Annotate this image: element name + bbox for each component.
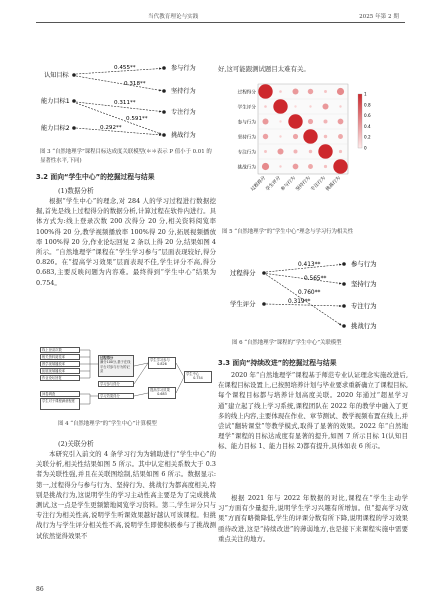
subsection-data-analysis: (1)数据分析 bbox=[58, 187, 94, 195]
heatmap-cell bbox=[308, 89, 313, 94]
paragraph-3-3-2: 根据 2021 年与 2022 年数据的对比,课程在“学生主动学习”方面有少量提升,说明学生学习兴趣有所增加。但“提高学习效果”方面有略微降低,学生的评课分数有所下降,说明课程的学习效果亟待改进,这是“持续改进”的薄弱地方,也是接下来课程实施中需要重点关注的地方。 bbox=[218, 494, 408, 543]
heatmap-row-label: 坚持行为 bbox=[237, 135, 256, 141]
node-label-cognitive: 认知目标 bbox=[44, 72, 69, 79]
node-dot-focus-6 bbox=[342, 304, 346, 308]
heatmap-cell bbox=[279, 135, 281, 137]
heatmap-cell bbox=[324, 135, 327, 138]
heatmap-cell bbox=[337, 88, 344, 95]
section-3-3-heading: 3.3 面向“持续改进”的挖掘过程与结果 bbox=[218, 359, 337, 367]
heatmap-cell bbox=[293, 164, 299, 170]
edge6-label-2: 0.565** bbox=[304, 276, 327, 282]
heatmap-col-label: 坚持行为 bbox=[295, 175, 312, 193]
node-dot-participation-6 bbox=[342, 262, 346, 266]
paragraph-3-3-1: 2020 年“自然地理学”课程基于师范专业认证理念实施改进后,在课程目标设置上,已按照培养计划与毕业要求重新确立了课程目标,每个课程目标都与培养计划高度关联。2020 年通过“超星学习通”建立起了线上学习系统,课程团队在 2022 年的教学中融入了更多的线上内容,主要体现在作业、章节测试、教学视频布置在线上,并尝试“翻转课堂”等教学模式,取得了显著的效果。2022 年“自然地理学”课程的目标达成度有显著的提升,如图 7 所示目标 1(认知目标、能力目标 1、能力目标 2)都有提升,具体如表 6 所示。 bbox=[218, 371, 409, 451]
node-label-ability1: 能力目标1 bbox=[41, 98, 70, 105]
figure-3-association-model bbox=[36, 62, 216, 147]
box-questionnaire: 问卷调查 bbox=[40, 391, 80, 397]
heatmap-row-label: 挑战行为 bbox=[237, 165, 256, 171]
edge6-label-3: 0.760** bbox=[298, 290, 321, 296]
student-center-value: 0.754 bbox=[193, 376, 203, 381]
box-extended-video: 拓展视频播放率 bbox=[40, 368, 80, 374]
figure-5-correlation-heatmap bbox=[218, 82, 408, 212]
heatmap-legend-tick: 0.6 bbox=[364, 113, 371, 119]
edge6-label-4: 0.319** bbox=[288, 299, 311, 305]
heatmap-cell bbox=[303, 129, 317, 143]
heatmap-legend-tick: 0 bbox=[364, 145, 367, 151]
heatmap-cell bbox=[324, 165, 327, 168]
subsection-association: (2)关联分析 bbox=[58, 440, 94, 448]
heatmap-cell bbox=[264, 150, 267, 153]
node-label-student: 学生评分 bbox=[230, 300, 256, 308]
heatmap-legend-tick: 0.2 bbox=[364, 134, 371, 140]
heatmap-row-label: 过程得分 bbox=[237, 90, 256, 96]
heatmap-col-label: 过程得分 bbox=[250, 175, 267, 193]
node-dot-cognitive bbox=[72, 73, 76, 77]
heatmap-cell bbox=[338, 134, 343, 139]
heatmap-cell bbox=[324, 90, 327, 93]
figure-6-association-model bbox=[218, 256, 408, 336]
heatmap-col-label: 学生评分 bbox=[265, 175, 282, 193]
edge6-label-1: 0.413** bbox=[298, 262, 321, 268]
heatmap-cell bbox=[309, 150, 312, 153]
heatmap-cell bbox=[288, 114, 302, 128]
node-label-ability2: 能力目标2 bbox=[41, 125, 70, 132]
heatmap-cell bbox=[339, 150, 342, 153]
heatmap-row-label: 参与行为 bbox=[237, 120, 256, 126]
node-dot-participation bbox=[162, 66, 166, 70]
box-video-playback: 教学视频播放率 bbox=[40, 361, 80, 367]
heatmap-cell bbox=[338, 119, 344, 125]
heatmap-cell bbox=[263, 134, 268, 139]
node-dot-focus bbox=[162, 110, 166, 114]
node-dot-adherence bbox=[162, 89, 166, 93]
box-participation-score: 学习参与得分 bbox=[98, 381, 134, 387]
process-score-title: 过程得分 bbox=[100, 356, 114, 360]
box-material-reading: 相关资料阅览率 bbox=[40, 354, 80, 360]
page-number: 86 bbox=[36, 586, 44, 593]
heatmap-cell bbox=[273, 99, 287, 113]
heatmap-cell bbox=[258, 84, 272, 98]
heatmap-cell bbox=[292, 88, 298, 94]
heatmap-cell bbox=[294, 105, 296, 107]
issue-number: 2025 年第 2 期 bbox=[359, 14, 399, 20]
heatmap-row-label: 学生评分 bbox=[237, 105, 256, 111]
heatmap-cell bbox=[308, 119, 313, 124]
edge-label-4: 0.591** bbox=[126, 116, 148, 122]
heatmap-cell bbox=[318, 144, 332, 158]
heatmap-cell bbox=[293, 134, 298, 139]
heatmap-cell bbox=[262, 163, 269, 170]
journal-title: 当代教育理论与实践 bbox=[148, 14, 199, 20]
running-header bbox=[36, 8, 405, 22]
heatmap-legend-tick: 0.4 bbox=[364, 123, 371, 129]
figure-3-caption: 图 3 “自然地理学”课程目标达成度关联模型(＊＊表示 P 值小于 0.01 的显著性水平,下同) bbox=[40, 149, 212, 164]
node-dot-process bbox=[262, 271, 266, 275]
heatmap-cell bbox=[322, 103, 328, 109]
edge-label-1: 0.455** bbox=[114, 65, 136, 71]
heatmap-cell bbox=[333, 159, 347, 173]
paragraph-data-analysis: 根据“学生中心”的理念,对 284 人的学习过程进行数据挖掘,首先是线上过程得分的数据分析,计算过程在软件内进行。具体方式为:线上登录次数 200 次得分 20 分,相关资料阅览率 100%得 20 分,教学视频播放率 100%得 20 分,拓展视频播放率 100%得 20 分,作业论坛回复 2 条以上得 20 分,结果如图 4 所示。“自然地理学”课程在“学生学习参与”层面表现较好,得分 0.826。在“提高学习效果”层面表现不佳,学生评分不高,得分0.683,主要反映问题为内容难。最终得到“学生中心”结果为 0.754。 bbox=[36, 197, 216, 287]
heatmap-cell bbox=[323, 119, 327, 123]
node-dot-student bbox=[262, 302, 266, 306]
edge-cognitive-adherence bbox=[76, 76, 161, 91]
heatmap-row-label: 专注行为 bbox=[237, 150, 256, 156]
figure-5-caption: 图 5 “自然地理学”的“学生中心”理念与学习行为相关性 bbox=[222, 229, 354, 235]
node-label-participation-6: 参与行为 bbox=[351, 260, 377, 268]
node-label-challenge-6: 挑战行为 bbox=[351, 322, 377, 330]
process-score-desc: 满分100分,基于在线平台对参与行为的记录 bbox=[100, 360, 131, 374]
figure-6-caption: 图 6 “自然地理学”课程的“学生中心”关联模型 bbox=[232, 340, 342, 346]
heatmap-col-label: 专注行为 bbox=[310, 175, 327, 193]
figure-4-caption: 图 4 “自然地理学”的“学生中心”计算模型 bbox=[58, 421, 157, 427]
node-label-adherence-6: 坚持行为 bbox=[351, 280, 377, 288]
student-participation-label: 学生学习参与 bbox=[150, 358, 170, 362]
figure-4-calc-model bbox=[40, 347, 216, 413]
heatmap-cell bbox=[277, 148, 283, 154]
node-dot-ability2 bbox=[72, 126, 76, 130]
heatmap-cell bbox=[293, 149, 297, 153]
heatmap-cell bbox=[339, 105, 341, 107]
node-label-focus: 专注行为 bbox=[171, 109, 196, 116]
heatmap-col-label: 参与行为 bbox=[280, 175, 297, 193]
heatmap-legend-tick: 0.8 bbox=[364, 102, 371, 108]
node-dot-ability1 bbox=[72, 99, 76, 103]
node-label-participation: 参与行为 bbox=[171, 65, 196, 72]
node-label-focus-6: 专注行为 bbox=[351, 302, 377, 310]
node-dot-adherence-6 bbox=[342, 282, 346, 286]
node-label-process: 过程得分 bbox=[230, 269, 256, 277]
student-participation-value: 0.826 bbox=[157, 362, 167, 367]
section-3-2-heading: 3.2 面向“学生中心”的挖掘过程与结果 bbox=[36, 173, 155, 181]
heatmap-legend-bar bbox=[358, 94, 362, 148]
heatmap-cell bbox=[308, 164, 313, 169]
heatmap-col-label: 挑战行为 bbox=[325, 175, 342, 193]
heatmap-legend-tick: 1 bbox=[364, 91, 367, 97]
box-online-login: 线上登录次数 bbox=[40, 347, 80, 353]
node-label-adherence: 坚持行为 bbox=[171, 88, 196, 95]
box-satisfaction: 学生对于课程满意程度 bbox=[40, 398, 80, 410]
box-effect-score: 学习效果得分 bbox=[98, 393, 134, 399]
node-dot-challenge-6 bbox=[342, 324, 346, 328]
heatmap-cell bbox=[279, 165, 281, 167]
edge-label-3: 0.311** bbox=[114, 100, 136, 106]
heatmap-cell bbox=[279, 120, 281, 122]
heatmap-cell bbox=[264, 105, 267, 108]
improve-effect-value: 0.683 bbox=[157, 392, 167, 397]
edge-label-2: 0.318** bbox=[124, 81, 146, 87]
node-dot-challenge bbox=[162, 133, 166, 137]
paragraph-association: 本研究引入前文的 4 条学习行为为辅助进行“学生中心”的关联分析,相关性结果如图 5 所示。其中认定相关系数大于 0.3 者为关联性强,并且在关联图绘制,结果如图 6 所示。数据显示:第一,过程得分与参与行为、坚持行为、挑战行为都高度相关,特别是挑战行为,这说明学生的学习主动性高主要是为了完成挑战测试,这一点是学生更频繁地阅览学习资料。第二,学生评分只与专注行为相关性高,说明学生听课效果越好越认可该课程。但挑战行为与学生评分相关性不高,说明学生即使积极参与了挑战测试依然觉得效果不 bbox=[36, 450, 216, 540]
edge-label-5: 0.292** bbox=[100, 125, 122, 131]
header-rule bbox=[36, 22, 405, 23]
heatmap-cell bbox=[262, 118, 268, 124]
heatmap-cell bbox=[279, 90, 282, 93]
node-label-challenge: 挑战行为 bbox=[171, 132, 196, 139]
right-top-line: 好,这可能跟测试题目太难有关。 bbox=[218, 65, 310, 73]
student-center-label: 学生中心 bbox=[186, 372, 200, 376]
improve-effect-label: 提高学习效果 bbox=[150, 388, 170, 392]
box-forum-reply: 作业论坛回复 bbox=[40, 375, 80, 381]
figure-4-connectors bbox=[40, 347, 216, 413]
heatmap-cell bbox=[309, 105, 311, 107]
